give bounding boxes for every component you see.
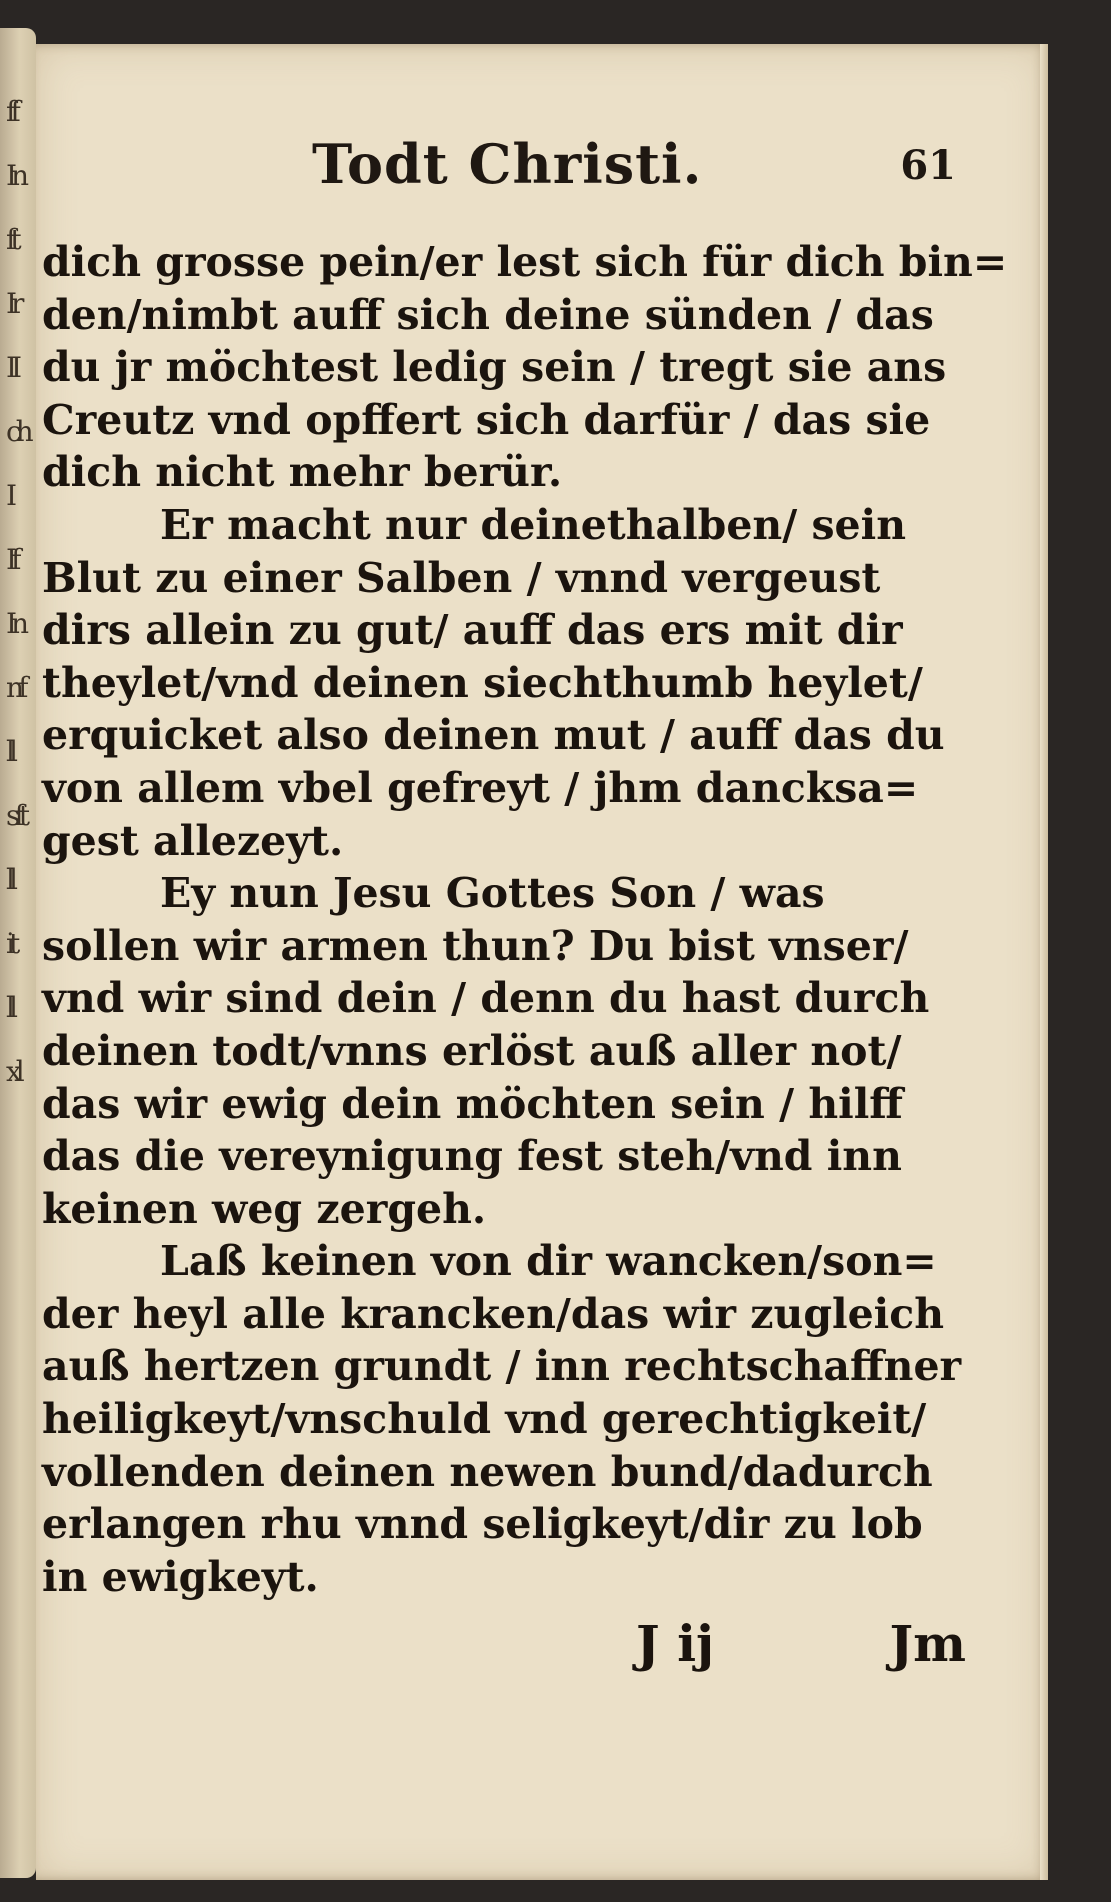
text-line: sollen wir armen thun? Du bist vnser/ — [42, 921, 909, 970]
catchword: Jm — [889, 1614, 966, 1673]
facing-page-fragment: it — [6, 927, 15, 960]
text-line: keinen weg zergeh. — [42, 1184, 487, 1233]
text-line: der heyl alle krancken/das wir zugleich — [42, 1289, 944, 1338]
signature-mark: J ij — [636, 1614, 715, 1673]
facing-page-fragment: ch — [6, 415, 28, 448]
text-line: Creutz vnd opffert sich darfür / das sie — [42, 395, 931, 444]
facing-page-fragment: nf — [6, 671, 23, 704]
facing-page-edge — [0, 28, 36, 1878]
book-page — [36, 44, 1048, 1880]
text-line: theylet/vnd deinen siechthumb heylet/ — [42, 658, 923, 707]
facing-page-fragment: sft — [6, 799, 24, 832]
facing-page-fragments — [6, 95, 34, 1122]
text-line: den/nimbt auff sich deine sünden / das — [42, 290, 934, 339]
text-line: Er macht nur deinethalben/ sein — [160, 500, 907, 549]
facing-page-fragment: xl — [6, 1055, 19, 1088]
facing-page-fragment: If — [6, 543, 16, 576]
running-title: Todt Christi. — [312, 132, 703, 196]
facing-page-fragment: Ir — [6, 287, 19, 320]
text-line: vnd wir sind dein / denn du hast durch — [42, 974, 930, 1023]
facing-page-fragment: ll — [6, 991, 12, 1024]
page-header — [276, 132, 956, 212]
text-line: dirs allein zu gut/ auff das ers mit dir — [42, 606, 903, 655]
text-line: Ey nun Jesu Gottes Son / was — [160, 869, 825, 918]
facing-page-fragment: II — [6, 351, 17, 384]
facing-page-fragment: In — [6, 159, 24, 192]
text-line: deinen todt/vnns erlöst auß aller not/ — [42, 1026, 902, 1075]
text-line: dich nicht mehr berür. — [42, 448, 563, 497]
text-line: erquicket also deinen mut / auff das du — [42, 711, 945, 760]
text-line: vollenden deinen newen bund/dadurch — [42, 1447, 933, 1496]
text-line: das die vereynigung fest steh/vnd inn — [42, 1132, 902, 1181]
facing-page-fragment: In — [6, 607, 24, 640]
body-text — [42, 236, 1008, 1603]
text-line: Blut zu einer Salben / vnnd vergeust — [42, 553, 881, 602]
text-line: in ewigkeyt. — [42, 1552, 319, 1601]
facing-page-fragment: I — [6, 479, 12, 512]
facing-page-fragment: ff — [6, 95, 15, 128]
text-line: du jr möchtest ledig sein / tregt sie ans — [42, 343, 947, 392]
page-edge-shadow — [1040, 44, 1048, 1880]
text-line: gest allezeyt. — [42, 816, 344, 865]
text-line: erlangen rhu vnnd seligkeyt/dir zu lob — [42, 1500, 923, 1549]
text-line: von allem vbel gefreyt / jhm dancksa= — [42, 763, 919, 812]
text-line: heiligkeyt/vnschuld vnd gerechtigkeit/ — [42, 1395, 927, 1444]
facing-page-fragment: ft — [6, 223, 16, 256]
page-footer — [636, 1614, 966, 1684]
text-line: das wir ewig dein möchten sein / hilff — [42, 1079, 903, 1128]
facing-page-fragment: ll — [6, 735, 12, 768]
page-number: 61 — [900, 142, 956, 189]
text-line: Laß keinen von dir wancken/son= — [160, 1237, 937, 1286]
text-line: dich grosse pein/er lest sich für dich bin= — [42, 238, 1008, 286]
text-line: auß hertzen grundt / inn rechtschaffner — [42, 1342, 962, 1391]
facing-page-fragment: ll — [6, 863, 12, 896]
